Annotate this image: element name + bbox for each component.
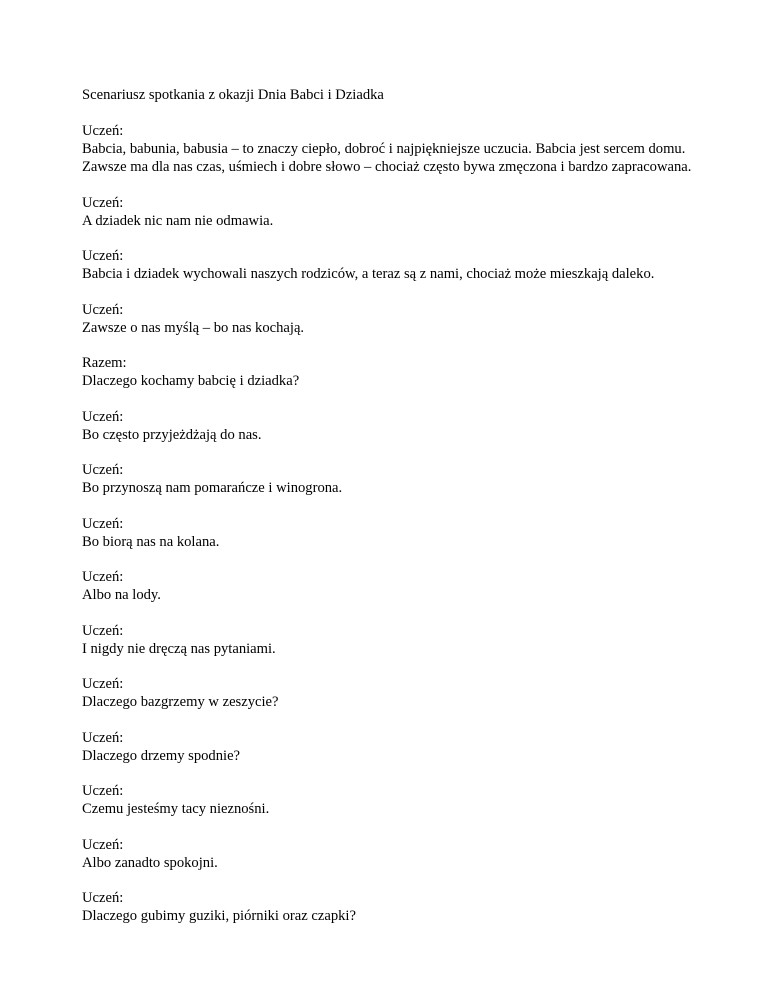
speaker-label: Uczeń: bbox=[82, 301, 124, 318]
dialogue-line: Babcia i dziadek wychowali naszych rodziców, a teraz są z nami, chociaż może mieszkają daleko. bbox=[82, 266, 655, 282]
dialogue-block bbox=[82, 729, 702, 765]
dialogue-line: I nigdy nie dręczą nas pytaniami. bbox=[82, 640, 276, 657]
dialogue-line: Zawsze o nas myślą – bo nas kochają. bbox=[82, 319, 305, 336]
dialogue-line: Czemu jesteśmy tacy nieznośni. bbox=[82, 801, 270, 817]
dialogue-line: Dlaczego kochamy babcię i dziadka? bbox=[82, 373, 300, 389]
dialogue-line: Dlaczego bazgrzemy w zeszycie? bbox=[82, 694, 279, 710]
document-page bbox=[82, 86, 702, 943]
speaker-label: Uczeń: bbox=[82, 248, 124, 264]
dialogue-block bbox=[82, 782, 702, 818]
speaker-label: Uczeń: bbox=[82, 622, 124, 639]
dialogue-block bbox=[82, 122, 702, 176]
dialogue-block bbox=[82, 675, 702, 711]
dialogue-line: Bo przynoszą nam pomarańcze i winogrona. bbox=[82, 480, 343, 496]
dialogue-block bbox=[82, 408, 702, 444]
dialogue-line: Albo zanadto spokojni. bbox=[82, 854, 218, 871]
speaker-label: Uczeń: bbox=[82, 676, 124, 692]
dialogue-block bbox=[82, 836, 702, 872]
speaker-label: Uczeń: bbox=[82, 194, 124, 211]
speaker-label: Uczeń: bbox=[82, 123, 124, 139]
dialogue-block bbox=[82, 301, 702, 337]
speaker-label: Uczeń: bbox=[82, 729, 124, 746]
dialogue-line: Dlaczego drzemy spodnie? bbox=[82, 747, 241, 764]
dialogue-block bbox=[82, 568, 702, 604]
dialogue-block bbox=[82, 889, 702, 925]
dialogue-line: Albo na lody. bbox=[82, 587, 161, 603]
dialogue-line: A dziadek nic nam nie odmawia. bbox=[82, 212, 274, 229]
dialogue-line: Dlaczego gubimy guziki, piórniki oraz czapki? bbox=[82, 908, 356, 924]
dialogue-block bbox=[82, 194, 702, 230]
dialogue-line: Bo często przyjeżdżają do nas. bbox=[82, 426, 262, 443]
document-title: Scenariusz spotkania z okazji Dnia Babci i Dziadka bbox=[82, 87, 384, 103]
dialogue-block bbox=[82, 461, 702, 497]
dialogue-block bbox=[82, 354, 702, 390]
speaker-label: Razem: bbox=[82, 355, 127, 371]
speaker-label: Uczeń: bbox=[82, 408, 124, 425]
speaker-label: Uczeń: bbox=[82, 569, 124, 585]
speaker-label: Uczeń: bbox=[82, 783, 124, 799]
speaker-label: Uczeń: bbox=[82, 836, 124, 853]
dialogue-block bbox=[82, 247, 702, 283]
speaker-label: Uczeń: bbox=[82, 515, 124, 532]
dialogue-line: Babcia, babunia, babusia – to znaczy ciepło, dobroć i najpiękniejsze uczucia. Babcia jest sercem domu. Zawsze ma dla nas czas, uśmiech i dobre słowo – chociaż często bywa zmęczona i bardzo zapracowana. bbox=[82, 141, 692, 175]
dialogue-block bbox=[82, 622, 702, 658]
speaker-label: Uczeń: bbox=[82, 462, 124, 478]
dialogue-block bbox=[82, 515, 702, 551]
speaker-label: Uczeń: bbox=[82, 890, 124, 906]
dialogue-line: Bo biorą nas na kolana. bbox=[82, 533, 220, 550]
